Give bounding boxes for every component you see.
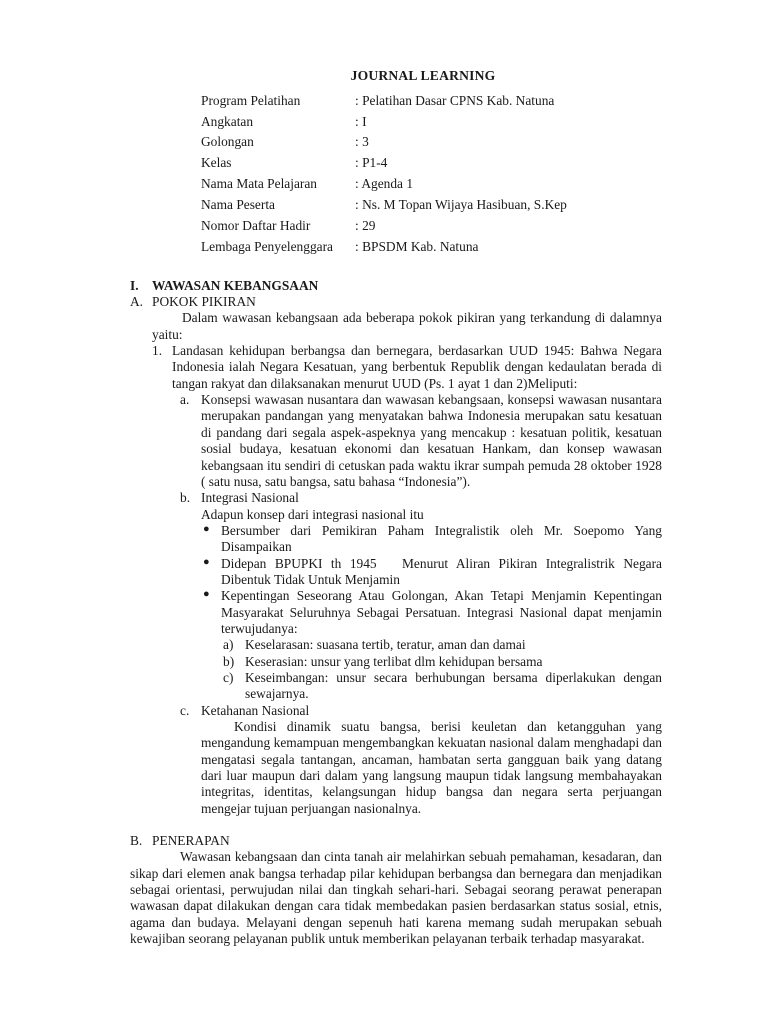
- list-title: Ketahanan Nasional: [201, 702, 310, 718]
- list-item-b: [172, 490, 662, 506]
- info-value: : I: [355, 113, 367, 129]
- sub-list-text: Keselarasan: suasana tertib, teratur, aman dan damai: [245, 637, 526, 653]
- info-label: Kelas: [201, 155, 232, 171]
- subsection-heading-b: [130, 833, 662, 849]
- info-table: [201, 93, 662, 256]
- info-value: : 3: [355, 134, 369, 150]
- info-value: : 29: [355, 218, 376, 234]
- subsection-heading-a: [130, 294, 662, 310]
- sub-list-text: Keserasian: unsur yang terlibat dlm kehidupan bersama: [245, 653, 543, 669]
- ketahanan-paragraph: Kondisi dinamik suatu bangsa, berisi keuletan dan ketangguhan yang mengandung kemampuan mengembangkan kekuatan nasional dalam menghadapi dan mengatasi segala tantangan, ancaman, hambatan serta gangguan baik yang datang dari luar maupun dari dalam yang langsung maupun tidak langsung membahayakan integritas, identitas, kelangsungan hidup bangsa dan negara serta perjuangan mengejar tujuan perjuangan nasionalnya.: [201, 719, 662, 816]
- section-number: I.: [130, 277, 139, 293]
- penerapan-paragraph: Wawasan kebangsaan dan cinta tanah air melahirkan sebuah pemahaman, kesadaran, dan sikap dari elemen anak bangsa terhadap pilar kehidupan berbangsa dan bernegara dan menjadikan sebagai orientasi, perwujudan nilai dan tingkah sehari-hari. Sebagai seorang perawat penerapan wawasan dapat dilakukan dengan cara tidak membedakan pasien berdasarkan status sosial, etnis, agama dan budaya. Melayani dengan sepenuh hati karena memang sudah merupakan sebuah kewajiban seorang pelayanan publik untuk memberikan pelayanan terbaik terhadap masyarakat.: [130, 849, 662, 947]
- bullet-icon: ●: [203, 522, 210, 535]
- sub-list-item: [223, 670, 662, 703]
- integrasi-intro: Adapun konsep dari integrasi nasional itu: [201, 506, 424, 522]
- sub-list-text: Keseimbangan: unsur secara berhubungan bersama diperlakukan dengan sewajarnya.: [245, 669, 662, 702]
- list-title: Integrasi Nasional: [201, 490, 299, 506]
- subsection-title: PENERAPAN: [152, 833, 230, 849]
- list-letter: b.: [180, 490, 191, 506]
- sub-list-item: [223, 637, 662, 653]
- info-label: Nomor Daftar Hadir: [201, 218, 311, 234]
- sub-list-number: b): [223, 653, 235, 669]
- bullet-text: Kepentingan Seseorang Atau Golongan, Akan Tetapi Menjamin Kepentingan Masyarakat Seluruhnya Sebagai Persatuan. Integrasi Nasional dapat menjamin terwujudanya:: [221, 588, 662, 636]
- info-value: : Pelatihan Dasar CPNS Kab. Natuna: [355, 92, 555, 108]
- subsection-number: B.: [130, 833, 143, 849]
- list-text: Konsepsi wawasan nusantara dan wawasan kebangsaan, konsepsi wawasan nusantara merupakan pandangan yang menyatakan bahwa Indonesia merupakan satu kesatuan di pandang dari segala aspek-aspeknya yang mencakup : kesatuan politik, kesatuan sosial budaya, kesatuan ekonomi dan kesatuan Hankam, dan konsep wawasan kebangsaan itu sendiri di cetuskan pada waktu ikrar sumpah pemuda 28 oktober 1928 ( satu nusa, satu bangsa, satu bahasa “Indonesia”).: [201, 392, 662, 489]
- spacer: [130, 817, 662, 833]
- bullet-text: Didepan BPUPKI th 1945 Menurut Aliran Pikiran Integralistrik Negara Dibentuk Tidak Untuk Menjamin: [221, 555, 666, 587]
- list-item-1: [152, 343, 662, 392]
- bullet-text: Bersumber dari Pemikiran Paham Integralistik oleh Mr. Soepomo Yang Disampaikan: [221, 522, 662, 555]
- list-number: 1.: [152, 343, 163, 359]
- info-value: : BPSDM Kab. Natuna: [355, 239, 479, 255]
- list-letter: c.: [180, 702, 190, 718]
- info-value: : P1-4: [355, 155, 388, 171]
- info-label: Program Pelatihan: [201, 92, 301, 108]
- bullet-item: [201, 555, 666, 589]
- info-value: : Ns. M Topan Wijaya Hasibuan, S.Kep: [355, 197, 567, 213]
- list-item-a: [172, 392, 662, 490]
- list-letter: a.: [180, 392, 190, 408]
- info-label: Nama Mata Pelajaran: [201, 176, 317, 192]
- document-title: JOURNAL LEARNING: [350, 68, 496, 83]
- intro-paragraph: Dalam wawasan kebangsaan ada beberapa pokok pikiran yang terkandung di dalamnya yaitu:: [152, 310, 662, 342]
- subsection-number: A.: [130, 294, 144, 310]
- info-label: Angkatan: [201, 113, 254, 129]
- info-label: Nama Peserta: [201, 197, 275, 213]
- bullet-item: [201, 588, 662, 637]
- bullet-item: [201, 523, 662, 556]
- list-text: Landasan kehidupan berbangsa dan bernegara, berdasarkan UUD 1945: Bahwa Negara Indonesia ialah Negara Kesatuan, yang berbentuk Republik dengan kedaulatan berada di tangan rakyat dan dilaksanakan menurut UUD (Ps. 1 ayat 1 dan 2)Meliputi:: [172, 343, 662, 391]
- list-item-c: [172, 703, 662, 719]
- bullet-icon: ●: [203, 588, 210, 601]
- section-title: WAWASAN KEBANGSAAN: [152, 277, 319, 293]
- bullet-icon: ●: [203, 555, 210, 568]
- sub-list-number: a): [223, 637, 234, 653]
- info-value: : Agenda 1: [355, 176, 414, 192]
- info-label: Golongan: [201, 134, 254, 150]
- subsection-title: POKOK PIKIRAN: [152, 294, 256, 310]
- sub-list-item: [223, 654, 662, 670]
- info-label: Lembaga Penyelenggara: [201, 239, 333, 255]
- section-heading: [130, 278, 662, 294]
- sub-list-number: c): [223, 669, 234, 685]
